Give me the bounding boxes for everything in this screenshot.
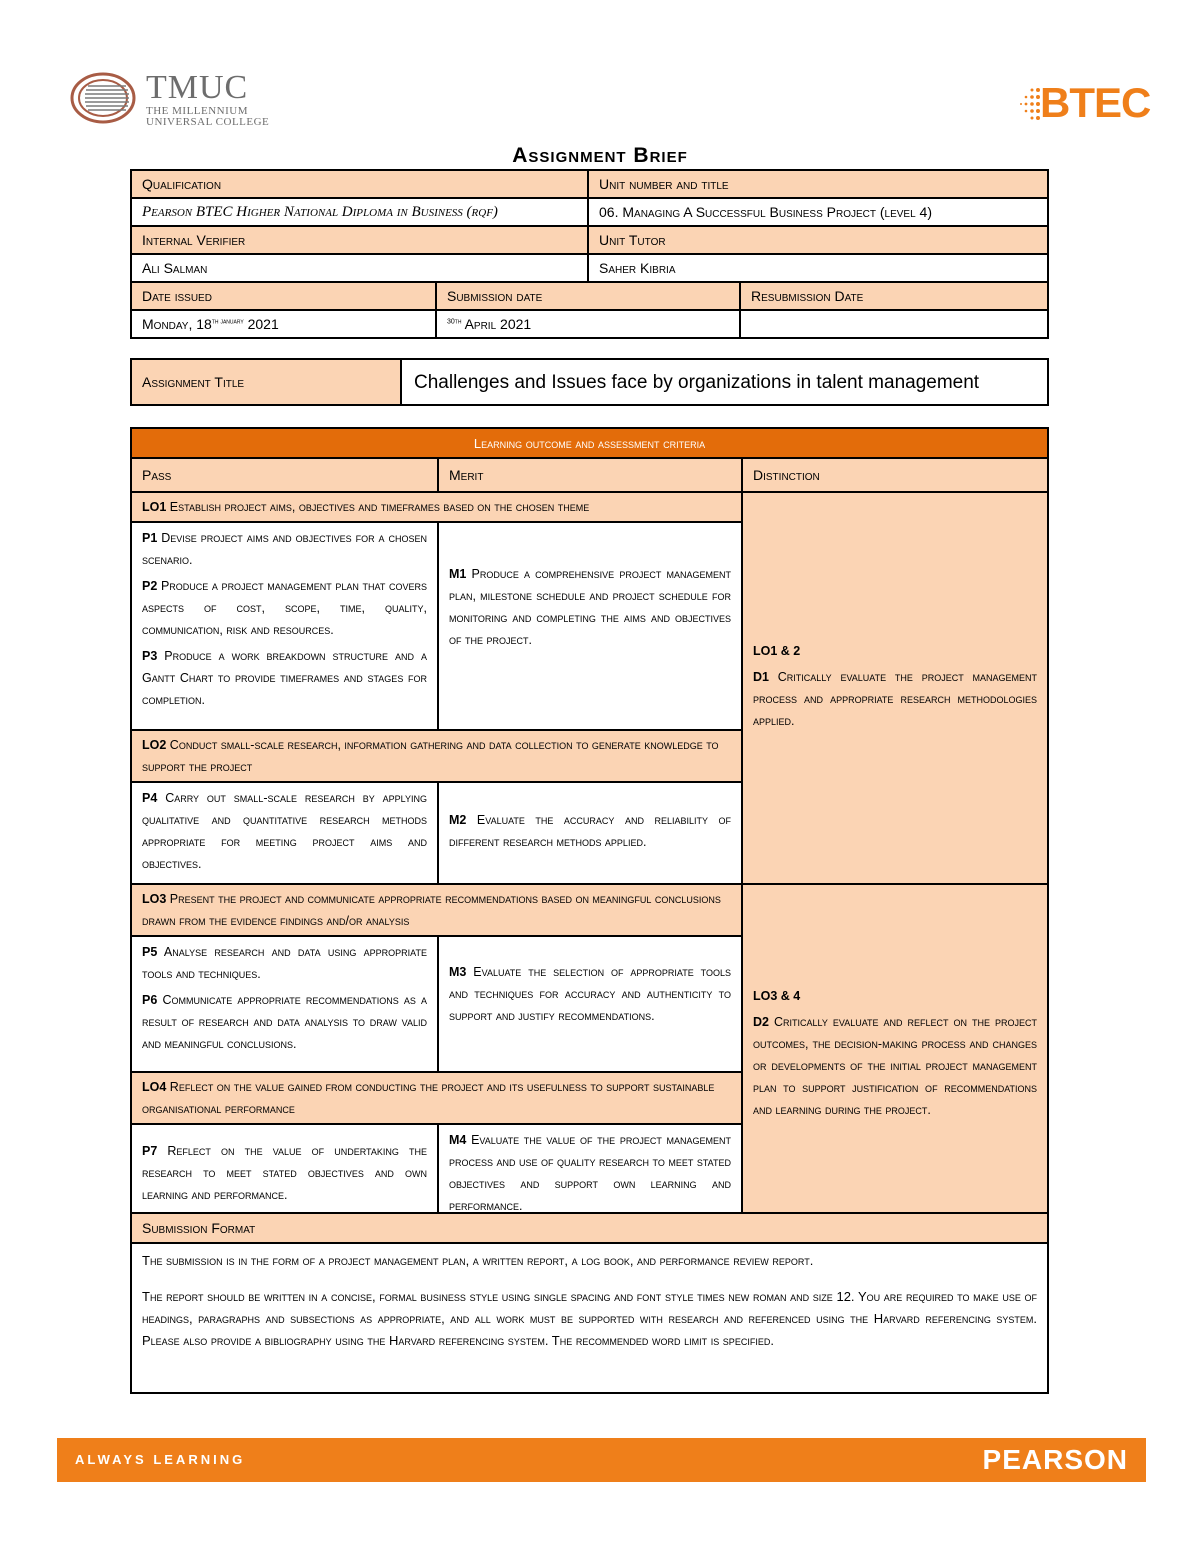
btec-wordmark: BTEC [1040,79,1151,126]
btec-logo [1018,79,1151,126]
merit-lo2-cell: M2 Evaluate the accuracy and reliability of different research methods applied. [438,782,742,884]
lo2-row: LO2 Conduct small-scale research, information gathering and data collection to generate knowledge to support the project [131,730,742,782]
submission-date-value: $^{30th}$ April 2021 [436,310,740,338]
submission-para-2: The report should be written in a concise, formal business style using single spacing and font style times new roman and size 12. You are required to make use of headings, paragraphs and subsections as appropriate, and all work must be supported with research and referenced using the Harvard referencing system. Please also provide a bibliography using the Harvard referencing system. The recommended word limit is specified. [142,1289,1037,1348]
tmuc-emblem-icon [70,72,136,124]
assignment-title-label: Assignment Title [131,359,401,405]
merit-lo4-cell: M4 Evaluate the value of the project management process and use of quality research to meet stated objectives and support own learning and performance. [438,1124,742,1226]
verifier-value: Ali Salman [131,254,588,282]
submission-para-1: The submission is in the form of a project management plan, a written report, a log book, and performance review report. [142,1253,814,1268]
submission-format-label: Submission Format [131,1213,1048,1243]
page-title: Assignment Brief [512,144,688,167]
distinction-lo12: LO1 & 2 D1 Critically evaluate the project management process and appropriate research methodologies applied. [742,492,1048,884]
tmuc-logo [70,70,270,130]
tutor-label: Unit Tutor [588,226,1048,254]
lo1-row: LO1 Establish project aims, objectives and timeframes based on the chosen theme [131,492,742,522]
tmuc-subtitle: THE MILLENNIUM UNIVERSAL COLLEGE [146,105,270,128]
verifier-label: Internal Verifier [131,226,588,254]
assignment-title-table [130,358,1049,406]
tmuc-title: TMUC [146,69,249,106]
footer-bar [57,1438,1146,1482]
pass-lo1-cell: P1 Devise project aims and objectives for a chosen scenario. P2 Produce a project management plan that covers aspects of cost, scope, time, quality, communication, risk and resources. P3 Produce a work breakdown structure and a Gantt Chart to provide timeframes and stages for completion. [131,522,438,730]
assignment-title-value: Challenges and Issues face by organizations in talent management [401,359,1048,405]
qualification-label: Qualification [131,170,588,198]
unit-value: 06. Managing A Successful Business Project (level 4) [588,198,1048,226]
details-table [130,169,1049,339]
criteria-header: Learning outcome and assessment criteria [131,428,1048,458]
pass-lo2-cell: P4 Carry out small-scale research by applying qualitative and quantitative research methods appropriate for meeting project aims and objectives. [131,782,438,884]
resubmission-date-value [740,310,1048,338]
submission-format-body [131,1243,1048,1393]
pass-lo3-cell: P5 Analyse research and data using appropriate tools and techniques. P6 Communicate appropriate recommendations as a result of research and data analysis to draw valid and meaningful conclusions. [131,936,438,1072]
date-issued-value: Monday, $18^{th january}$ 2021 [131,310,436,338]
submission-table [130,1212,1049,1394]
unit-label: Unit number and title [588,170,1048,198]
distinction-column-header: Distinction [742,458,1048,492]
submission-date-label: Submission date [436,282,740,310]
resubmission-date-label: Resubmission Date [740,282,1048,310]
qualification-value: Pearson BTEC Higher National Diploma in Business (rqf) [131,198,588,226]
pass-lo4-cell: P7 Reflect on the value of undertaking the research to meet stated objectives and own learning and performance. [131,1124,438,1226]
tutor-value: Saher Kibria [588,254,1048,282]
lo3-row: LO3 Present the project and communicate appropriate recommendations based on meaningful conclusions drawn from the evidence findings and/or analysis [131,884,742,936]
btec-dots-icon [1018,86,1042,122]
pearson-logo: PEARSON [982,1444,1128,1475]
distinction-lo34: LO3 & 4 D2 Critically evaluate and reflect on the project outcomes, the decision-making process and changes or developments of the initial project management plan to support justification of recommendations and learning during the project. [742,884,1048,1226]
pass-column-header: Pass [131,458,438,492]
merit-lo1-cell: M1 Produce a comprehensive project management plan, milestone schedule and project schedule for monitoring and completing the aims and objectives of the project. [438,522,742,730]
criteria-table [130,427,1049,1227]
lo4-row: LO4 Reflect on the value gained from conducting the project and its usefulness to support sustainable organisational performance [131,1072,742,1124]
merit-lo3-cell: M3 Evaluate the selection of appropriate tools and techniques for accuracy and authenticity to support and justify recommendations. [438,936,742,1072]
merit-column-header: Merit [438,458,742,492]
footer-tagline: ALWAYS LEARNING [75,1452,246,1467]
date-issued-label: Date issued [131,282,436,310]
